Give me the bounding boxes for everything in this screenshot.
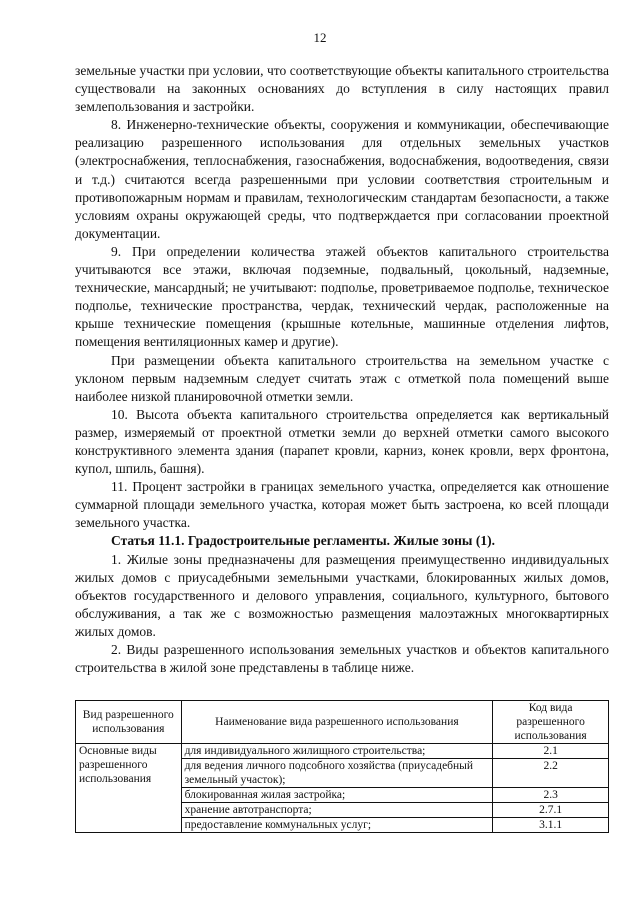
row-name: предоставление коммунальных услуг; bbox=[181, 818, 493, 833]
table-row bbox=[76, 744, 609, 759]
paragraph-9: 9. При определении количества этажей объектов капитального строительства учитываются все этажи, включая подземные, подвальный, цокольный, надземные, технические, мансардный; не учитывают: подполье, проветриваемое подполье, техническое подполье, технические пространства, чердак, технический чердак, расположенные на крыше технические помещения (крышные котельные, машинные отделения лифтов, помещения вентиляционных камер и другие). bbox=[75, 243, 609, 350]
row-name: блокированная жилая застройка; bbox=[181, 788, 493, 803]
article-paragraph-2: 2. Виды разрешенного использования земельных участков и объектов капитального строительства в жилой зоне представлены в таблице ниже. bbox=[75, 642, 609, 676]
header-name: Наименование вида разрешенного использования bbox=[181, 701, 493, 744]
paragraph-9-note: При размещении объекта капитального строительства на земельном участке с уклоном первым надземным следует считать этаж с отметкой пола помещений выше наиболее низкой планировочной отметки земли. bbox=[75, 352, 609, 404]
paragraph-8: 8. Инженерно-технические объекты, сооружения и коммуникации, обеспечивающие реализацию разрешенного использования для отдельных земельных участков (электроснабжения, теплоснабжения, газоснабжения, водоснабжения, водоотведения, связи и т.д.) считаются всегда разрешенными при условии соответствия строительным и противопожарным нормам и правилам, технологическим стандартам безопасности, а также условиям охраны окружающей среды, что подтверждается при согласовании проектной документации. bbox=[75, 117, 609, 241]
table-header-row bbox=[76, 701, 609, 744]
row-code: 2.1 bbox=[493, 744, 609, 759]
paragraph-continuation: земельные участки при условии, что соответствующие объекты капитального строительства существовали на законных основаниях до вступления в силу настоящих правил землепользования и застройки. bbox=[75, 63, 609, 115]
document-body bbox=[75, 62, 609, 677]
row-code: 3.1.1 bbox=[493, 818, 609, 833]
group-label: Основные виды разрешенного использования bbox=[76, 744, 182, 833]
row-name: для ведения личного подсобного хозяйства (приусадебный земельный участок); bbox=[181, 759, 493, 788]
row-code: 2.2 bbox=[493, 759, 609, 788]
row-code: 2.7.1 bbox=[493, 803, 609, 818]
row-code: 2.3 bbox=[493, 788, 609, 803]
row-name: хранение автотранспорта; bbox=[181, 803, 493, 818]
header-code: Код вида разрешенного использования bbox=[493, 701, 609, 744]
paragraph-10: 10. Высота объекта капитального строительства определяется как вертикальный размер, измеряемый от проектной отметки земли до верхней отметки самого высокого конструктивного элемента здания (парапет кровли, карниз, конек кровли, верх фронтона, купол, шпиль, башня). bbox=[75, 406, 609, 477]
article-title: Статья 11.1. Градостроительные регламенты. Жилые зоны (1). bbox=[111, 533, 495, 549]
article-paragraph-1: 1. Жилые зоны предназначены для размещения преимущественно индивидуальных жилых домов с приусадебными земельными участками, блокированных жилых домов, объектов государственного и делового управления, социального, культурного, бытового обслуживания, а так же с возможностью размещения малоэтажных многоквартирных жилых домов. bbox=[75, 551, 609, 639]
paragraph-11: 11. Процент застройки в границах земельного участка, определяется как отношение суммарной площади земельного участка, которая может быть застроена, ко всей площади земельного участка. bbox=[75, 479, 609, 531]
row-name: для индивидуального жилищного строительства; bbox=[181, 744, 493, 759]
header-type: Вид разрешенного использования bbox=[76, 701, 182, 744]
permitted-use-table bbox=[75, 700, 609, 833]
page-number: 12 bbox=[313, 30, 327, 45]
